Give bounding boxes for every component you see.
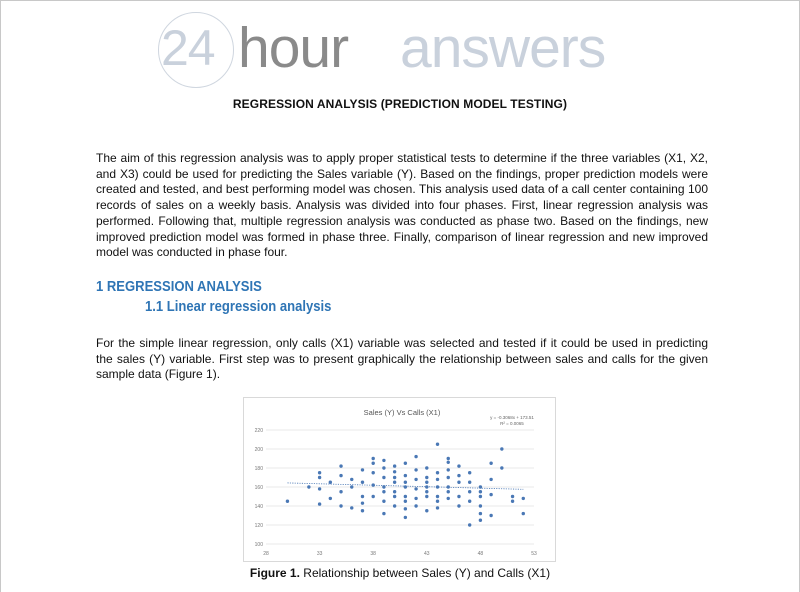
y-tick-label: 120: [254, 523, 263, 529]
data-point: [425, 485, 428, 488]
data-point: [425, 509, 428, 512]
data-point: [436, 495, 439, 498]
data-point: [468, 490, 471, 493]
data-point: [382, 512, 385, 515]
data-point: [457, 474, 460, 477]
body-paragraph: For the simple linear regression, only calls (X1) variable was selected and tested if it could be used in predicting the sales (Y) variable. First step was to present graphically the relationship between sales and calls for the given sample data (Figure 1).: [96, 336, 708, 382]
data-point: [479, 485, 482, 488]
data-point: [361, 501, 364, 504]
data-point: [414, 478, 417, 481]
data-point: [457, 481, 460, 484]
data-point: [339, 464, 342, 467]
data-point: [425, 490, 428, 493]
data-point: [468, 471, 471, 474]
data-point: [489, 462, 492, 465]
intro-paragraph: The aim of this regression analysis was to apply proper statistical tests to determine if the three variables (X1, X2, and X3) could be used for predicting the Sales variable (Y). Based on the findings, proper prediction models were created and tested, and best performing model was chosen. This analysis used data of a call center containing 100 records of sales on a weekly basis. Analysis was divided into four phases. First, linear regression analysis was performed. Following that, multiple regression analysis was conducted as phase two. Based on the findings, new improved prediction model was formed in phase three. Finally, comparison of linear regression and new improved model was conducted in phase four.: [96, 151, 708, 260]
data-point: [393, 481, 396, 484]
data-point: [318, 471, 321, 474]
data-point: [468, 481, 471, 484]
data-point: [393, 504, 396, 507]
data-point: [522, 497, 525, 500]
data-point: [404, 462, 407, 465]
data-point: [339, 504, 342, 507]
data-point: [457, 495, 460, 498]
page-edge: [0, 0, 1, 592]
data-point: [489, 514, 492, 517]
data-point: [522, 512, 525, 515]
data-point: [479, 504, 482, 507]
data-point: [393, 476, 396, 479]
data-point: [361, 495, 364, 498]
data-point: [457, 464, 460, 467]
caption-text: Relationship between Sales (Y) and Calls (X1): [299, 566, 551, 580]
data-point: [500, 447, 503, 450]
data-point: [436, 485, 439, 488]
data-point: [393, 470, 396, 473]
data-point: [382, 459, 385, 462]
y-tick-label: 160: [254, 485, 263, 491]
data-point: [382, 490, 385, 493]
r-squared-label: R² = 0.0065: [500, 421, 524, 426]
data-point: [372, 457, 375, 460]
data-point: [479, 512, 482, 515]
data-point: [339, 474, 342, 477]
data-point: [425, 466, 428, 469]
data-point: [436, 500, 439, 503]
data-point: [361, 468, 364, 471]
logo-number: 24: [161, 20, 215, 76]
logo: [158, 12, 628, 90]
data-point: [447, 476, 450, 479]
data-point: [436, 443, 439, 446]
data-point: [436, 471, 439, 474]
data-point: [372, 462, 375, 465]
data-point: [479, 490, 482, 493]
caption-label: Figure 1.: [249, 566, 300, 580]
logo-word-answers: answers: [400, 16, 606, 80]
y-tick-label: 180: [254, 466, 263, 472]
data-point: [414, 497, 417, 500]
data-point: [404, 500, 407, 503]
y-tick-label: 200: [254, 447, 263, 453]
data-point: [414, 468, 417, 471]
data-point: [447, 457, 450, 460]
data-point: [382, 476, 385, 479]
data-point: [447, 485, 450, 488]
document-title: REGRESSION ANALYSIS (PREDICTION MODEL TESTING): [232, 97, 568, 111]
x-tick-label: 48: [477, 551, 484, 557]
x-tick-label: 53: [531, 551, 537, 557]
x-tick-label: 33: [316, 551, 323, 557]
data-point: [361, 509, 364, 512]
y-tick-label: 140: [254, 504, 263, 510]
data-point: [382, 485, 385, 488]
data-point: [372, 471, 375, 474]
data-point: [511, 495, 514, 498]
data-point: [404, 474, 407, 477]
data-point: [414, 487, 417, 490]
y-tick-label: 220: [254, 428, 263, 434]
data-point: [393, 490, 396, 493]
data-point: [436, 478, 439, 481]
data-point: [318, 476, 321, 479]
data-point: [489, 493, 492, 496]
subsection-heading: 1.1 Linear regression analysis: [145, 299, 332, 315]
data-point: [382, 466, 385, 469]
data-point: [414, 455, 417, 458]
data-point: [318, 502, 321, 505]
page-edge: [0, 0, 800, 1]
trendline-equation: y = -0.3068x + 173.51: [490, 415, 534, 420]
data-point: [404, 481, 407, 484]
data-point: [361, 481, 364, 484]
data-point: [447, 490, 450, 493]
data-point: [307, 485, 310, 488]
data-point: [500, 466, 503, 469]
data-point: [286, 500, 289, 503]
data-point: [329, 481, 332, 484]
data-point: [511, 500, 514, 503]
data-point: [414, 504, 417, 507]
data-point: [372, 495, 375, 498]
data-point: [447, 497, 450, 500]
data-point: [404, 507, 407, 510]
x-tick-label: 28: [263, 551, 269, 557]
data-point: [425, 476, 428, 479]
data-point: [393, 495, 396, 498]
data-point: [404, 495, 407, 498]
data-point: [404, 516, 407, 519]
logo-word-hour: hour: [238, 16, 349, 80]
y-tick-label: 100: [254, 542, 263, 548]
data-point: [350, 478, 353, 481]
data-point: [404, 485, 407, 488]
section-heading: 1 REGRESSION ANALYSIS: [96, 279, 262, 295]
chart-title: Sales (Y) Vs Calls (X1): [363, 408, 441, 417]
data-point: [479, 519, 482, 522]
x-tick-label: 38: [370, 551, 376, 557]
data-point: [447, 468, 450, 471]
data-point: [479, 495, 482, 498]
data-point: [425, 495, 428, 498]
x-tick-label: 43: [424, 551, 430, 557]
data-point: [350, 485, 353, 488]
data-point: [329, 497, 332, 500]
data-point: [318, 487, 321, 490]
data-point: [339, 490, 342, 493]
data-point: [447, 461, 450, 464]
data-point: [425, 481, 428, 484]
chart-canvas: [244, 398, 557, 563]
data-point: [382, 500, 385, 503]
data-point: [457, 504, 460, 507]
data-point: [372, 483, 375, 486]
data-point: [468, 500, 471, 503]
data-point: [489, 478, 492, 481]
scatter-chart: [243, 397, 556, 562]
data-point: [468, 523, 471, 526]
data-point: [393, 464, 396, 467]
figure-caption: [0, 566, 800, 580]
data-point: [436, 506, 439, 509]
data-point: [350, 506, 353, 509]
